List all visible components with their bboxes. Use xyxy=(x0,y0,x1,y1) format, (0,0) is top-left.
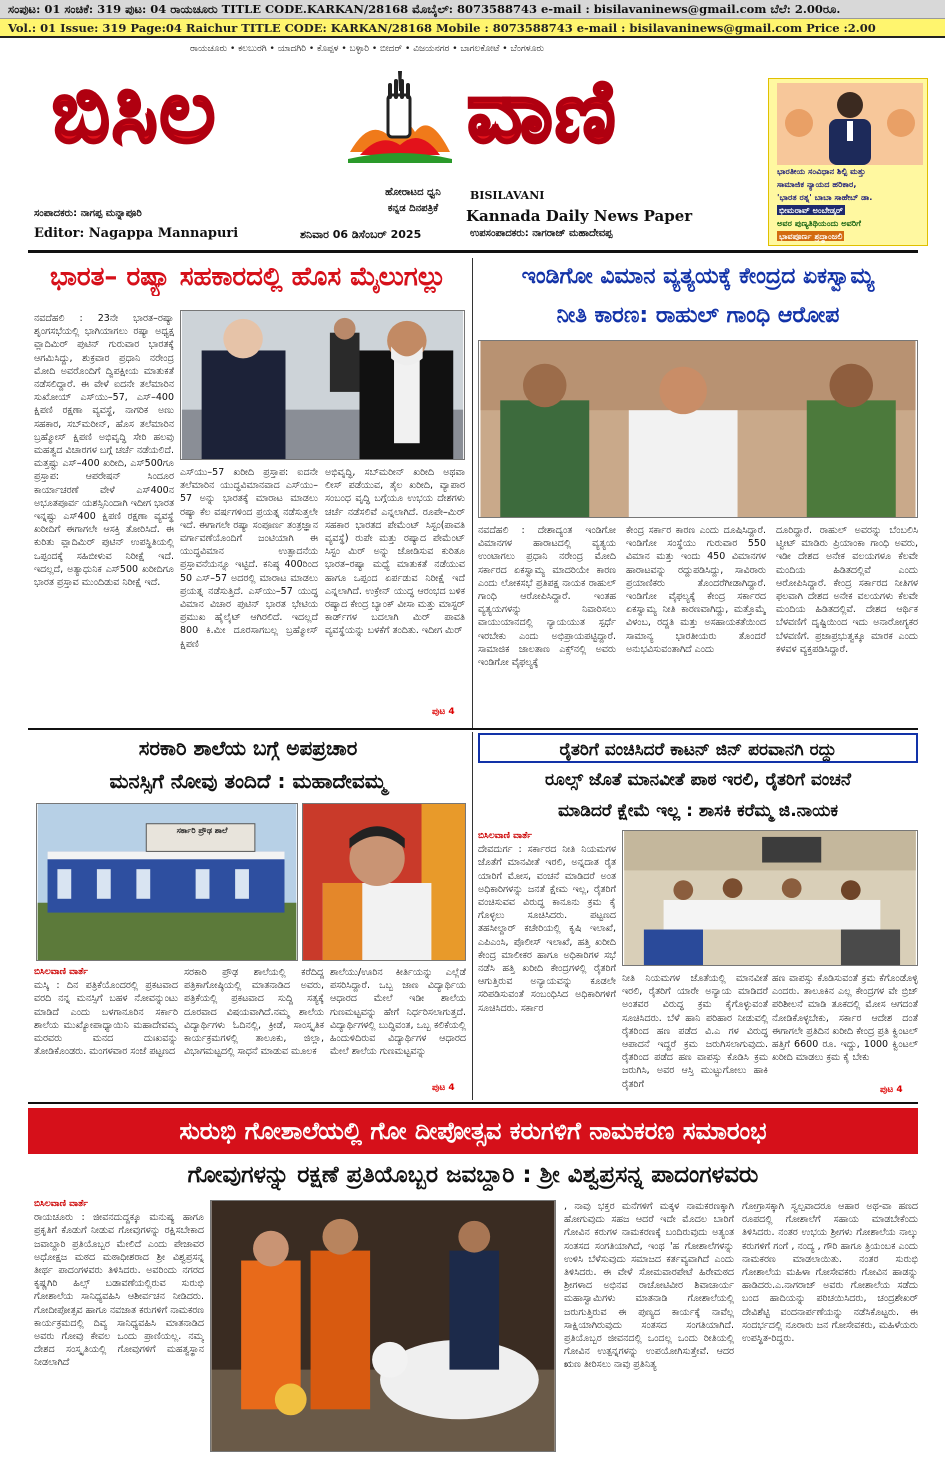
story4-column3: ಹಣ ವಾಪಸ್ಸು ಕೊಡಿಸುವಂತೆ ಕ್ರಮ ಕೆಗೊಂಡೊಳ್ಳಿ ಎಂದರು. ತಾಲೂಕಿನ ಎಲ್ಲ ಕೇಂದ್ರಗಳ ವೇ ಬ್ರಿಜ್ ಪರಿಶೀಲನೆ ಮಾಡಿ ತೂಕದಲ್ಲಿ ಮೋಸ ಆಗದಂತೆ ನೋಡಿಕೊಳ್ಳಬೇಕು, ಸರ್ಕಾರ ಆದೇಶ ದಂತೆ ಈಗಾಗಲೇ ಪ್ರತಿದಿನ ಖರೀದಿ ಕೇಂದ್ರ ಪ್ರತಿ ಕ್ವಿಂಟಲ್ ಹತ್ತಿಗೆ 6600 ರೂ. ಇದ್ದು, 1000 ಕ್ವಿಂಟಲ್ ಖರೀದಿ ಮಾಡಲು ಕ್ರಮ ಕೈ ಬೇಕು xyxy=(772,973,918,1064)
story3-continued: ಪುಟ 4 xyxy=(432,1083,455,1093)
story3-photo-mahadevamma xyxy=(302,803,466,961)
masthead-divider xyxy=(28,250,918,253)
masthead-title-right: ವಾಣಿ xyxy=(467,62,618,162)
story5-column3: ಗೋಗ್ರಾಸಕ್ಕಾಗಿ ಸ್ವಲ್ಪವಾದರೂ ಆಹಾರ ಅಥ-ವಾ ಹಣದ ರೂಪದಲ್ಲಿ ಗೋಶಾಲೆಗೆ ಸಹಾಯ ಮಾಡಬೇಕೆಂದು ತಿಳಿಸಿದರು. ನಂತರ ಉಭಯ ಶ್ರೀಗಳು ಗೋಶಾಲೆಯ ನಾಲ್ಕು ಕರುಗಳಿಗೆ ಗಂಗೆ , ನಂದ್ಯ , ಗೌರಿ ಹಾಗೂ ತ್ರಿಯಂಬಕ ಎಂದು ನಾಮಕರಣ ಮಾಡಲಾಯಿತು. ನಂತರ ಸುರುಭಿ ಗೋಶಾಲೆಯ ಮಹಿಳಾ ಗೋಸೇವಕರು ಗೋವಿನ ಹಾಡನ್ನು ಹಾಡಿದರು.ಎ.ನಾಗರಾಜ್ ಅವರು ಗೋಶಾಲೆಯ ಸಡೆದು ಬಂದ ಹಾದಿಯನ್ನು ಪರಿಚಯಿಸಿದರು, ಚಂದ್ರಶೇಖರ್ ದೇವಿಶೆಟ್ಟಿ ವಂದನಾರ್ಪಣೆಯನ್ನು ನಡೆಸಿಕೊಟ್ಟರು. ಈ ಸಂದರ್ಭದಲ್ಲಿ ನೂರಾರು ಜನ ಗೋಸೇವಕರು, ಮಹಿಳೆಯರು ಉಪಸ್ಥಿತ-ರಿದ್ದರು. xyxy=(742,1201,918,1345)
story4-photo-meeting xyxy=(622,830,918,966)
edition-cities: ರಾಯಚೂರು • ಕಲಬುರಗಿ • ಯಾದಗಿರಿ • ಕೊಪ್ಪಳ • ಬಳ್ಳಾರಿ • ಬೀದರ್ • ವಿಜಯನಗರ • ಬಾಗಲಕೋಟೆ • ಬೆಂಗಳೂರು xyxy=(190,44,545,54)
column-divider-2 xyxy=(472,732,473,1100)
fist-pen-flame-logo xyxy=(340,67,460,167)
story5-column2: , ನಾವು ಭಕ್ತರ ಮನೆಗಳಿಗೆ ಮಕ್ಕಳ ನಾಮಕರಣಕ್ಕಾಗಿ ಹೋಗುವುದು ಸಹಜ ಆದರೆ ಇದೇ ಮೊದಲ ಬಾರಿಗೆ ಗೋವಿನ ಕರುಗಳ ನಾಮಕರಣಕ್ಕೆ ಬಂದಿರುವುದು ಅತ್ಯಂತ ಸಂತಸದ ಸಂಗತಿಯಾಗಿದೆ, ಇಂಥ 'ಹ ಗೋಶಾಲೆಗಳನ್ನು ಉಳಿಸಿ ಬೆಳೆಸುವುದು ಸಮಾಜದ ಕರ್ತವ್ಯವಾಗಿದೆ ಎಂದು ತಿಳಿಸಿದರು. ಈ ವೇಳೆ ಸೋಮವಾರಪೇಟೆ ಹಿರೇಮಠದ ಶ್ರೀಗಳಾದ ಅಭಿನವ ರಾಚೋಟಿವೀರ ಶಿವಾಚಾರ್ಯ ಮಹಾಸ್ವಾಮಿಗಳು ಮಾತನಾಡಿ ಗೋಶಾಲೆಯಲ್ಲಿ ಜರುಗುತ್ತಿರುವ ಈ ಪುಣ್ಯದ ಕಾರ್ಯಕ್ಕೆ ನಾವೆಲ್ಲ ಸಾಕ್ಷಿಯಾಗಿರುವುದು ಸಂತಸದ ಸಂಗತಿಯಾಗಿದೆ. ಪ್ರತಿಯೊಬ್ಬರ ಜೀವನದಲ್ಲಿ ಒಂದಲ್ಲ ಒಂದು ರೀತಿಯಲ್ಲಿ ಗೋವಿನ ಉತ್ಪನ್ನಗಳನ್ನು ಉಪಯೋಗಿಸುತ್ತೇವೆ. ಆದರ ಋಣ ತೀರಿಸಲು ನಾವು ಪ್ರತಿನಿತ್ಯ xyxy=(564,1201,734,1371)
story3-byline: ಬಿಸಿಲವಾಣಿ ವಾರ್ತೆ xyxy=(34,967,88,977)
story4-column2: ನೀತಿ ನಿಯಮಗಳ ಜೊತೆಯಲ್ಲಿ ಮಾನವೀತೆ ಇರಲಿ, ರೈತರಿಗೆ ಯಾರೇ ಅನ್ಯಾಯ ಮಾಡಿದರೆ ಅಂತವರ ವಿರುದ್ಧ ಕ್ರಮ ಕೈಗೊಳ್ಳುವಂತೆ ಸೂಚಿಸಿದರು. ಬೆಳೆ ಹಾನಿ ಪರಿಹಾರ ನೀಡುವಲ್ಲಿ ರೈತರಿಂದ ಹಣ ಪಡೆದ ವಿ.ಎ ಗಳ ವಿರುದ್ಧ ಆಪಾದನೆ ಇದ್ದರೆ ಕ್ರಮ ಜರುಗಿಸಲಾಗುವುದು. ರೈತರಿಂದ ಪಡೆದ ಹಣ ವಾಪಸ್ಸು ಕೊಡಿಸಿ ಕ್ರಮ ಜರುಗಿಸಿ, ಅವರ ಆಸ್ತಿ ಮುಟ್ಟುಗೋಲು ಹಾಕಿ ರೈತರಿಗೆ xyxy=(622,973,768,1090)
story1-headline: ಭಾರತ– ರಷ್ಯಾ ಸಹಕಾರದಲ್ಲಿ ಹೊಸ ಮೈಲುಗಲ್ಲು xyxy=(49,262,447,292)
editor-english: Editor: Nagappa Mannapuri xyxy=(34,226,239,241)
story3-column1 xyxy=(34,966,178,1096)
story2-headline-line1: ಇಂಡಿಗೋ ವಿಮಾನ ವ್ಯತ್ಯಯಕ್ಕೆ ಕೇಂದ್ರದ ಏಕಸ್ವಾಮ್ಯ xyxy=(521,264,875,289)
column-divider xyxy=(472,258,473,728)
story4-headline-line1: ರೈತರಿಗೆ ವಂಚಿಸಿದರೆ ಕಾಟನ್ ಜಿನ್ ಪರವಾನಗಿ ರದ್ದು xyxy=(478,733,918,763)
masthead-info-kannada: ಸಂಪುಟ: 01 ಸಂಚಿಕೆ: 319 ಪುಟ: 04 ರಾಯಚೂರು TITLE CODE.KARKAN/28168 ಮೊಬೈಲ್: 8073588743 e-mail : bisilavaninews@gmail.com ಬೆಲೆ: 2.00ರೂ. xyxy=(0,0,945,19)
story3-headline-line1: ಸರಕಾರಿ ಶಾಲೆಯ ಬಗ್ಗೆ ಅಪಪ್ರಚಾರ xyxy=(138,736,358,760)
story5-headline: ಗೋವುಗಳನ್ನು ರಕ್ಷಣೆ ಪ್ರತಿಯೊಬ್ಬರ ಜವಬ್ದಾರಿ : ಶ್ರೀ ವಿಶ್ವಪ್ರಸನ್ನ ಪಾದಂಗಳವರು xyxy=(187,1162,759,1188)
tribute-box xyxy=(768,78,928,246)
tribute-text xyxy=(777,165,923,243)
tribute-line1: ಭಾರತೀಯ ಸಂವಿಧಾನ ಶಿಲ್ಪಿ ಮತ್ತು xyxy=(777,166,866,176)
story1-column3: ಅಭಿವೃದ್ಧಿ, ಸಬ್‌ಮರೀನ್ ಖರೀದಿ ಅಥವಾ ಲೀಸ್ ಪಡೆಯುವ, ತೈಲ ಖರೀದಿ, ವ್ಯಾಪಾರ ಸಂಬಂಧ ವೃದ್ಧಿ ಬಗ್ಗೆಯೂ ಉಭಯ ದೇಶಗಳು ಚರ್ಚೆ ನಡೆಸಲಿವೆ ಎನ್ನಲಾಗಿದೆ. ರೂಪೇ–ಮಿರ್ ಸಹಕಾರ ಭಾರತದ ಪೇಮೆಂಟ್ ಸಿಸ್ಟಂ(ಪಾವತಿ ವ್ಯವಸ್ಥೆ) ರುಪೇ ಮತ್ತು ರಷ್ಯಾದ ಪೇಮೆಂಟ್ ಸಿಸ್ಟಂ ಮಿರ್ ಅನ್ನು ಜೋಡಿಸುವ ಕುರಿತೂ ಭಾರತ–ರಷ್ಯಾ ಮಧ್ಯೆ ಮಾತುಕತೆ ನಡೆಯುವ ಹಾಗೂ ಒಪ್ಪಂದ ಏರ್ಪಡುವ ನಿರೀಕ್ಷೆ ಇದೆ ಎನ್ನಲಾಗಿದೆ. ಉಕ್ರೇನ್ ಯುದ್ಧ ಆರಂಭದ ಬಳಿಕ ರಷ್ಯಾದ ಕೇಂದ್ರ ಬ್ಯಾಂಕ್ ವೀಸಾ ಮತ್ತು ಮಾಸ್ಟರ್ ಕಾರ್ಡ್‌ಗಳ ಬದಲಾಗಿ ಮಿರ್ ಪಾವತಿ ವ್ಯವಸ್ಥೆಯನ್ನು ಬಳಕೆಗೆ ತಂದಿತು. ಇದೀಗ ಮಿರ್ xyxy=(325,467,465,637)
story3-column2: ಸರಕಾರಿ ಪ್ರೌಢ ಶಾಲೆಯಲ್ಲಿ ಕರೆದಿದ್ದ ಪತ್ರಿಕಾಗೋಷ್ಠಿಯಲ್ಲಿ ಮಾತನಾಡಿದ ಅವರು, ಪತ್ರಿಕೆಯಲ್ಲಿ ಪ್ರಕಟವಾದ ಸುದ್ದಿ ಸತ್ಯಕ್ಕೆ ದೂರವಾದ ವಿಷಯವಾಗಿದೆ.ನಮ್ಮ ಶಾಲೆಯ ವಿದ್ಯಾರ್ಥಿಗಳು ಓದಿನಲ್ಲಿ, ಕ್ರೀಡೆ, ಸಾಂಸ್ಕೃತಿಕ ಕಾರ್ಯಕ್ರಮಗಳಲ್ಲಿ ತಾಲೂಕು, ಜಿಲ್ಲಾ, ವಿಭಾಗಮಟ್ಟದಲ್ಲಿ ಸಾಧನೆ ಮಾಡುವ ಮೂಲಕ xyxy=(184,967,324,1058)
tagline-line2: ಕನ್ನಡ ದಿನಪತ್ರಿಕೆ xyxy=(387,203,439,214)
mid-divider xyxy=(28,728,918,730)
story4-byline: ಬಿಸಿಲವಾಣಿ ವಾರ್ತೆ xyxy=(478,831,532,841)
story2-headline-line2: ನೀತಿ ಕಾರಣ: ರಾಹುಲ್ ಗಾಂಧಿ ಆರೋಪ xyxy=(556,303,840,328)
ambedkar-portrait-image xyxy=(777,83,923,165)
story2-column1: ನವದೆಹಲಿ : ದೇಶಾದ್ಯಂತ ಇಂಡಿಗೋ ವಿಮಾನಗಳ ಹಾರಾಟದಲ್ಲಿ ವ್ಯತ್ಯಯ ಉಂಟಾಗಲು ಪ್ರಧಾನಿ ನರೇಂದ್ರ ಮೋದಿ ಸರ್ಕಾರದ ಏಕಸ್ವಾಮ್ಯ ಮಾದರಿಯೇ ಕಾರಣ ಎಂದು ಲೋಕಸಭೆ ಪ್ರತಿಪಕ್ಷ ನಾಯಕ ರಾಹುಲ್ ಗಾಂಧಿ ಆರೋಪಿಸಿದ್ದಾರೆ. ಇಂತಹ ವ್ಯತ್ಯಯಗಳನ್ನು ನಿವಾರಿಸಲು ವಾಯುಯಾನದಲ್ಲಿ ನ್ಯಾಯಯುತ ಸ್ಪರ್ಧೆ ಇರಬೇಕು ಎಂದು ಅಭಿಪ್ರಾಯಪಟ್ಟಿದ್ದಾರೆ. ಸಾಮಾಜಿಕ ಜಾಲತಾಣ ಎಕ್ಸ್‌ನಲ್ಲಿ ಅವರು ಇಂಡಿಗೋ ವೈಫಲ್ಯಕ್ಕೆ xyxy=(478,525,616,669)
story1-photo-putin-modi xyxy=(180,310,465,460)
editor-kannada: ಸಂಪಾದಕರು: ನಾಗಪ್ಪ ಮನ್ನಾಪೂರಿ xyxy=(34,208,142,219)
story1-column2: ಎಸ್‌ಯು–57 ಖರೀದಿ ಪ್ರಸ್ತಾಪ: ಐದನೇ ತಲೆಮಾರಿನ ಯುದ್ಧವಿಮಾನವಾದ ಎಸ್‌ಯು–57 ಅನ್ನು ಭಾರತಕ್ಕೆ ಮಾರಾಟ ಮಾಡಲು ರಷ್ಯಾ ಕೆಲ ವರ್ಷಗಳಿಂದ ಪ್ರಯತ್ನ ನಡೆಸುತ್ತಲೇ ಇದೆ. ಈಗಾಗಲೇ ರಷ್ಯಾ ಸಂಪೂರ್ಣ ತಂತ್ರಜ್ಞಾನ ವರ್ಗಾವಣೆಯೊಂದಿಗೆ ಜಂಟಿಯಾಗಿ ಈ ಯುದ್ಧವಿಮಾನ ಉತ್ಪಾದನೆಯ ಪ್ರಸ್ತಾವನೆಯನ್ನೂ ಇಟ್ಟಿದೆ. ಕನಿಷ್ಠ 400ರಿಂದ 50 ಎಸ್‌–57 ಅದರಲ್ಲಿ ಮಾರಾಟ ಮಾಡಲು ಪ್ರಯತ್ನ ನಡೆಸುತ್ತಿದೆ. ಎಸ್‌ಯು–57 ಯುದ್ಧ ವಿಮಾನ ವಿಚಾರ ಪುಟಿನ್ ಭಾರತ ಭೇಟಿಯ ಪ್ರಮುಖ ಹೈಲೈಟ್ ಆಗಿರಲಿದೆ. ಇದಲ್ಲದೆ 800 ಕಿ.ಮೀ ದೂರಸಾಗಬಲ್ಲ ಬ್ರಹ್ಮೋಸ್ ಕ್ಷಿಪಣಿ xyxy=(180,467,318,650)
tribute-line6: ಭಾವಪೂರ್ಣ ಶ್ರದ್ಧಾಂಜಲಿ xyxy=(779,231,843,241)
sub-editor: ಉಪಸಂಪಾದಕರು: ನಾಗರಾಜ್ ಮಹಾದೇವಪ್ಪ xyxy=(470,228,613,239)
story1-continued: ಪುಟ 4 xyxy=(432,707,455,717)
story3-column1-text: ಮಸ್ಕಿ : ದಿನ ಪತ್ರಿಕೆಯೊಂದರಲ್ಲಿ ಪ್ರಕಟವಾದ ವರದಿ ನನ್ನ ಮನಸ್ಸಿಗೆ ಬಹಳ ನೋವನ್ನುಂಟು ಮಾಡಿದೆ ಎಂದು ಬಳಗಾನೂರಿನ ಸರ್ಕಾರಿ ಶಾಲೆಯ ಮುಖ್ಯೋಪಾಧ್ಯಾಯಿನಿ ಮಹಾದೇವಮ್ಮ ಮರವರು ಮನದ ದುಃಖವನ್ನು ತೋಡಿಕೊಂಡರು. ಮಂಗಳವಾರ ಸಂಜೆ ಪಟ್ಟಣದ xyxy=(34,980,178,1058)
tribute-line2: ಸಾಮಾಜಿಕ ನ್ಯಾಯದ ಹರಿಕಾರ, xyxy=(777,179,857,189)
story2-column2: ಕೇಂದ್ರ ಸರ್ಕಾರ ಕಾರಣ ಎಂದು ದೂಷಿಸಿದ್ದಾರೆ. ಇಂಡಿಗೋ ಸಂಸ್ಥೆಯು ಗುರುವಾರ 550 ವಿಮಾನ ಮತ್ತು ಇಂದು 450 ವಿಮಾನಗಳ ಹಾರಾಟವನ್ನು ರದ್ದುಪಡಿಸಿದ್ದು, ಸಾವಿರಾರು ಪ್ರಯಾಣಿಕರು ತೊಂದರೆಗೀಡಾಗಿದ್ದಾರೆ. ಇಂಡಿಗೋ ವೈಫಲ್ಯಕ್ಕೆ ಕೇಂದ್ರ ಸರ್ಕಾರದ ಏಕಸ್ವಾಮ್ಯ ನೀತಿ ಕಾರಣವಾಗಿದ್ದು, ಮತ್ತೊಮ್ಮೆ ವಿಳಂಬ, ರದ್ದತಿ ಮತ್ತು ಅಸಹಾಯಕತೆಯಿಂದ ಸಾಮಾನ್ಯ ಭಾರತೀಯರು ತೊಂದರೆ ಅನುಭವಿಸುವಂತಾಗಿದೆ ಎಂದು xyxy=(626,525,766,655)
story4-column1 xyxy=(478,830,616,1100)
story1-column1: ನವದೆಹಲಿ : 23ನೇ ಭಾರತ–ರಷ್ಯಾ ಶೃಂಗಸಭೆಯಲ್ಲಿ ಭಾಗಿಯಾಗಲು ರಷ್ಯಾ ಅಧ್ಯಕ್ಷ ವ್ಲಾದಿಮಿರ್ ಪುಟಿನ್ ಗುರುವಾರ ಭಾರತಕ್ಕೆ ಆಗಮಿಸಿದ್ದು, ಶುಕ್ರವಾರ ಪ್ರಧಾನಿ ನರೇಂದ್ರ ಮೋದಿ ಅವರೊಂದಿಗೆ ದ್ವಿಪಕ್ಷೀಯ ಮಾತುಕತೆ ನಡೆಸಲಿದ್ದಾರೆ. ಈ ವೇಳೆ ಐದನೇ ತಲೆಮಾರಿನ ಸುಖೋಯ್ ಎಸ್‌ಯು–57, ಎಸ್–400 ಕ್ಷಿಪಣಿ ರಕ್ಷಣಾ ವ್ಯವಸ್ಥೆ, ನಾಗರಿಕ ಅಣು ಸಹಕಾರ, ಸಬ್‌ಮರೀನ್, ಹೊಸ ತಲೆಮಾರಿನ ಬ್ರಹ್ಮೋಸ್ ಕ್ಷಿಪಣಿ ಅಭಿವೃದ್ಧಿ ಸೇರಿ ಹಲವು ಮಹತ್ವದ ವಿಚಾರಗಳ ಬಗ್ಗೆ ಚರ್ಚೆ ನಡೆಯಲಿದೆ. ಮತ್ತಷ್ಟು ಎಸ್–400 ಖರೀದಿ, ಎಸ್500ಗೂ ಪ್ರಸ್ತಾಪ: ಆಪರೇಷನ್ ಸಿಂದೂರ ಕಾರ್ಯಾಚರಣೆ ವೇಳೆ ಎಸ್400ನ ಅಭೂತಪೂರ್ವ ಯಶಸ್ಸಿನಿಂದಾಗಿ ಇದೀಗ ಭಾರತ ಇನ್ನಷ್ಟು ಎಸ್400 ಕ್ಷಿಪಣಿ ರಕ್ಷಣಾ ವ್ಯವಸ್ಥೆ ಖರೀದಿಗೆ ಈಗಾಗಲೇ ಆಸಕ್ತಿ ತೋರಿಸಿದೆ. ಈ ಕುರಿತು ವ್ಲಾದಿಮಿರ್ ಪುಟಿನ್ ಉಪಸ್ಥಿತಿಯಲ್ಲಿ ಒಪ್ಪಂದಕ್ಕೆ ಸಹಿಬೀಳುವ ನಿರೀಕ್ಷೆ ಇದೆ. ಇದಲ್ಲದೆ, ಅತ್ಯಾಧುನಿಕ ಎಸ್500 ಖರೀದಿಗೂ ಭಾರತ ಪ್ರಸ್ತಾವ ಮುಂದಿಡುವ ನಿರೀಕ್ಷೆ ಇದೆ. xyxy=(34,313,174,589)
issue-date: ಶನಿವಾರ 06 ಡಿಸೆಂಬರ್ 2025 xyxy=(300,228,422,241)
tagline-line1: ಹೋರಾಟದ ಧ್ವನಿ xyxy=(385,187,441,198)
story4-column1-text: ದೇವದುರ್ಗ : ಸರ್ಕಾರದ ನೀತಿ ನಿಯಮಗಳ ಜೊತೆಗೆ ಮಾನವೀತೆ ಇರಲಿ, ಅನ್ನದಾತ ರೈತ ಯಾರಿಗೆ ಮೋಸ, ವಂಚನೆ ಮಾಡಿದರೆ ಅಂತ ಅಧಿಕಾರಿಗಳನ್ನು ಜನತೆ ಕ್ಷೇಮ ಇಲ್ಲ, ರೈತರಿಗೆ ವಂಚಿಸುವವ ವಿರುದ್ಧ ಕಾನೂನು ಕ್ರಮ ಕೈ ಗೊಳ್ಳಲು ಸೂಚಿಸಿದರು. ಪಟ್ಟಣದ ತಹಸೀಲ್ದಾರ್ ಕಚೇರಿಯಲ್ಲಿ ಕೃಷಿ ಇಲಾಖೆ, ಎಪಿಎಂಸಿ, ಪೊಲೀಸ್ ಇಲಾಖೆ, ಹತ್ತಿ ಖರೀದಿ ಕೇಂದ್ರ ಮಾಲೀಕರ ಹಾಗೂ ಅಧಿಕಾರಿಗಳ ಸಭೆ ನಡೆಸಿ ಹತ್ತಿ ಖರೀದಿ ಕೇಂದ್ರಗಳಲ್ಲಿ ರೈತರಿಗೆ ಆಗುತ್ತಿರುವ ಅನ್ಯಾಯವನ್ನು ಕೂಡಲೇ ಸರಿಪಡಿಸುವಂತೆ ಸಂಬಂಧಿಸಿದ ಅಧಿಕಾರಿಗಳಿಗೆ ಸೂಚಿಸಿದರು. ಸರ್ಕಾರ xyxy=(478,844,616,1014)
lower-divider xyxy=(28,1102,918,1104)
tribute-line5: ಅವರ ಪುಣ್ಯತಿಥಿಯಂದು ಅವರಿಗೆ xyxy=(777,218,861,228)
story4-continued: ಪುಟ 4 xyxy=(880,1085,903,1095)
masthead-info-english: Vol.: 01 Issue: 319 Page:04 Raichur TITLE CODE: KARKAN/28168 Mobile : 8073588743 e-mail : bisilavaninews@gmail.com Price :2.00 xyxy=(0,19,945,38)
story5-column1-text: ರಾಯಚೂರು : ಜೀವನದುದ್ದಕ್ಕೂ ಮನುಷ್ಯ ಹಾಗೂ ಪ್ರಕೃತಿಗೆ ಕೊಡುಗೆ ನೀಡುವ ಗೋವುಗಳನ್ನು ರಕ್ಷಿಸಬೇಕಾದ ಜವಾಬ್ದಾರಿ ಪ್ರತಿಯೊಬ್ಬರ ಮೇಲಿದೆ ಎಂದು ಪೇಜಾವರ ಅಧೋಕ್ಷಜ ಮಠದ ಮಠಾಧೀಶರಾದ ಶ್ರೀ ವಿಶ್ವಪ್ರಸನ್ನ ತೀರ್ಥ ಪಾದಂಗಳವರು ತಿಳಿಸಿದರು. ಅವರಿಂದು ನಗರದ ಕೃಷ್ಣಗಿರಿ ಹಿಲ್ಸ್ ಬಡಾವಣೆಯಲ್ಲಿರುವ ಸುರುಭಿ ಗೋಶಾಲೆಯ ಸಾನಿಧ್ಯವಹಿಸಿ ಆಶೀರ್ವಚನ ನೀಡಿದರು. ಗೋದೀಪೋತ್ಸವ ಹಾಗೂ ನವಜಾತ ಕರುಗಳಿಗೆ ನಾಮಕರಣ ಕಾರ್ಯಕ್ರಮದಲ್ಲಿ ದಿವ್ಯ ಸಾನಿಧ್ಯವಹಿಸಿ ಮಾತನಾಡಿದ ಅವರು ಗೋವು ಕೇವಲ ಒಂದು ಪ್ರಾಣಿಯಲ್ಲ. ನಮ್ಮ ದೇಶದ ಸಂಸ್ಕೃತಿಯಲ್ಲಿ ಗೋವುಗಳಿಗೆ ಮಹತ್ವಸ್ಥಾನ ನೀಡಲಾಗಿದೆ xyxy=(34,1212,204,1369)
school-sign-text: ಸರ್ಕಾರಿ ಪ್ರೌಢ ಶಾಲೆ xyxy=(176,826,228,835)
story3-headline-line2: ಮನಸ್ಸಿಗೆ ನೋವು ತಂದಿದೆ : ಮಹಾದೇವಮ್ಮ xyxy=(109,769,387,793)
story3-column3: ಶಾಲೆಯು/ಊರಿನ ಕೀರ್ತಿಯನ್ನು ಎಲ್ಲೆಡೆ ಪಸರಿಸಿದ್ದಾರೆ. ಒಬ್ಬ ಜಾಣ ವಿದ್ಯಾರ್ಥಿಯ ಆಧಾರದ ಮೇಲೆ ಇಡೀ ಶಾಲೆಯ ಗುಣಮಟ್ಟವನ್ನು ಹೇಗೆ ನಿರ್ಧರಿಸಲಾಗುತ್ತದೆ. ವಿದ್ಯಾರ್ಥಿಗಳಲ್ಲಿ ಬುದ್ಧಿವಂತ, ಒಬ್ಬ ಕಲಿಕೆಯಲ್ಲಿ ಹಿಂದುಳಿದಿರುವ ವಿದ್ಯಾರ್ಥಿಗಳ ಆಧಾರದ ಮೇಲೆ ಶಾಲೆಯ ಗುಣಮಟ್ಟವನ್ನು xyxy=(330,967,466,1058)
tribute-line3: 'ಭಾರತ ರತ್ನ' ಬಾಬಾ ಸಾಹೇಬ್ ಡಾ. xyxy=(777,192,873,202)
story5-column1 xyxy=(34,1198,204,1453)
story2-photo-rahul-gandhi xyxy=(478,340,918,518)
story5-banner: ಸುರುಭಿ ಗೋಶಾಲೆಯಲ್ಲಿ ಗೋ ದೀಪೋತ್ಸವ ಕರುಗಳಿಗೆ ನಾಮಕರಣ ಸಮಾರಂಭ xyxy=(28,1108,918,1154)
tribute-line4: ಭೀಮರಾವ್ ಅಂಬೇಡ್ಕರ್ xyxy=(779,205,843,215)
story4-headline-line2: ರೂಲ್ಸ್ ಜೊತೆ ಮಾನವೀತೆ ಪಾಠ ಇರಲಿ, ರೈತರಿಗೆ ವಂಚನೆ xyxy=(544,770,852,790)
masthead xyxy=(22,62,752,172)
story5-byline: ಬಿಸಿಲವಾಣಿ ವಾರ್ತೆ xyxy=(34,1199,88,1209)
story2-column3: ದೂರಿದ್ದಾರೆ. ರಾಹುಲ್ ಅವರನ್ನು ಬೆಂಬಲಿಸಿ ಟ್ವೀಟ್ ಮಾಡಿರು ಪ್ರಿಯಾಂಕಾ ಗಾಂಧಿ ಅವರು, ಇಡೀ ದೇಶದ ಅನೇಕ ವಲಯಗಳೂ ಕೆಲವೇ ಮಂದಿಯ ಹಿಡಿತದಲ್ಲಿವೆ ಎಂದು ಆರೋಪಿಸಿದ್ದಾರೆ. ಕೇಂದ್ರ ಸರ್ಕಾರದ ನೀತಿಗಳ ಫಲವಾಗಿ ದೇಶದ ಅನೇಕ ವಲಯಗಳು ಕೆಲವೇ ಮಂದಿಯ ಹಿಡಿತದಲ್ಲಿವೆ. ದೇಶದ ಆರ್ಥಿಕ ಬೆಳವಣಿಗೆ ದೃಷ್ಟಿಯಿಂದ ಇದು ಅನಾರೋಗ್ಯಕರ ಬೆಳವಣಿಗೆ. ಪ್ರಜಾಪ್ರಭುತ್ವಕ್ಕೂ ಮಾರಕ ಎಂದು ಕಳವಳ ವ್ಯಕ್ತಪಡಿಸಿದ್ದಾರೆ. xyxy=(776,525,918,655)
english-subtitle: Kannada Daily News Paper xyxy=(466,207,693,225)
tagline xyxy=(343,185,483,217)
story5-photo-goshala-ceremony xyxy=(210,1200,556,1452)
english-name: BISILAVANI xyxy=(470,189,545,202)
masthead-title-left: ಬಿಸಿಲ xyxy=(52,62,218,162)
story4-headline-line3: ಮಾಡಿದರೆ ಕ್ಷೇಮೆ ಇಲ್ಲ : ಶಾಸಕಿ ಕರೆಮ್ಮ ಜಿ.ನಾಯಕ xyxy=(558,801,838,821)
